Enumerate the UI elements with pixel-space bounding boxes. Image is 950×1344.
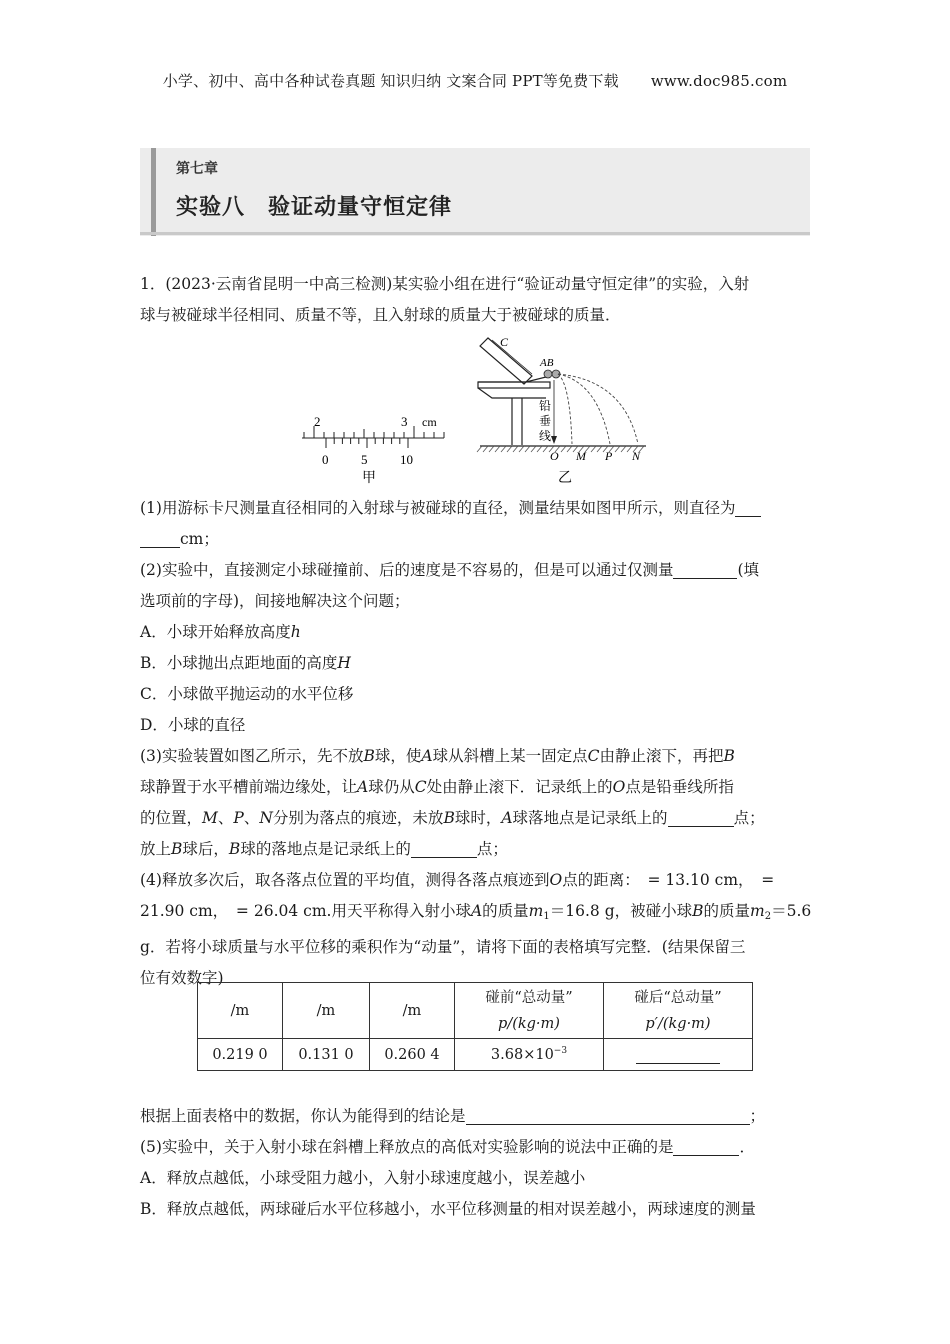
trajectory-n [558,374,638,444]
question-tail [140,1101,812,1225]
point-m: M [576,449,586,463]
q1-line-1: (1)用游标卡尺测量直径相同的入射球与被碰球的直径，测量结果如图甲所示，则直径为 [140,493,812,524]
q4-line-2: 21.90 cm， = 26.04 cm.用天平称得入射小球A的质量$m_1=16.8$ g，被碰小球B的质量$m_2=5.6$ [140,902,812,922]
label-c: C [500,335,509,349]
figure-jia-vernier-caliper [296,404,456,486]
main-scale-label-2: 2 [314,414,321,429]
track-support [478,388,546,398]
section-title: 实验八 验证动量守恒定律 [176,195,453,220]
q3-line-3: 的位置，M、P、N分别为落点的痕迹，未放B球时，A球落地点是记录纸上的 点； [140,809,765,827]
question-body [140,493,812,994]
cell-om: 0.219 0 [198,1039,283,1071]
main-scale-label-3: 3 [401,414,408,429]
q3-line-1: (3)实验装置如图乙所示，先不放B球，使A球从斜槽上某一固定点C由静止滚下，再把B [140,747,735,765]
q2-line-1: (2)实验中，直接测定小球碰撞前、后的速度是不容易的，但是可以通过仅测量 (填 [140,561,760,579]
th-op: /m [283,983,370,1039]
plumb-bob [551,436,557,444]
q2-blank [673,560,737,579]
hatch-mark [531,446,536,452]
q2-option-d: D．小球的直径 [140,716,246,734]
hatch-mark [513,446,518,452]
point-p: P [605,449,613,463]
header-site: www.doc985.com [650,72,788,90]
vernier-scale-ticks [326,438,408,448]
q1-blank-b [140,529,180,548]
hatch-mark [483,446,488,452]
intro-line-2: 球与被碰球半径相同、质量不等，且入射球的质量大于被碰球的质量． [140,306,621,324]
q3-line-2: 球静置于水平槽前端边缘处，让A球仍从C处由静止滚下．记录纸上的O点是铅垂线所指 [140,778,734,796]
th-on: /m [370,983,455,1039]
cell-after-blank [604,1039,753,1071]
hatch-mark [501,446,506,452]
q4-line-1: (4)释放多次后，取各落点位置的平均值，测得各落点痕迹到O点的距离： = 13.10 cm， = [140,871,775,889]
q2-line-2: 选项前的字母)，间接地解决这个问题； [140,592,410,610]
ground-hatching [477,446,644,452]
hatch-mark [525,446,530,452]
cell-on: 0.260 4 [370,1039,455,1071]
trajectory-m [558,374,572,444]
cell-before: $3.68\times 10^{-3}$ [455,1039,604,1071]
q1-blank-a [735,498,761,517]
label-ab: AB [540,357,554,369]
hatch-mark [621,446,626,452]
hatch-mark [519,446,524,452]
q3-blank-2 [411,839,477,858]
hatch-mark [567,446,572,452]
q2-option-b: B．小球抛出点距地面的高度H [140,654,351,672]
hatch-mark [597,446,602,452]
banner-underline [140,232,810,235]
hatch-mark [489,446,494,452]
plumb-text-2: 垂 [539,414,552,428]
q4-line-4: 位有效数字) [140,969,224,987]
question-intro [140,269,812,331]
plumb-text-1: 铅 [539,399,552,413]
header-text: 小学、初中、高中各种试卷真题 知识归纳 文案合同 PPT等免费下载 [162,72,619,90]
figure-yi-caption: 乙 [558,471,572,486]
banner-accent-bar [151,148,156,236]
q1-line-2: cm； [140,524,812,555]
q2-option-c: C．小球做平抛运动的水平位移 [140,685,354,703]
hatch-mark [537,446,542,452]
q4-line-3: g．若将小球质量与水平位移的乘积作为“动量”，请将下面的表格填写完整．(结果保留三 [140,938,746,956]
hatch-mark [543,446,548,452]
q5-blank [673,1137,739,1156]
conclusion-blank [466,1106,750,1125]
chapter-banner [140,148,810,236]
q2-option-a: A．小球开始释放高度h [140,623,301,641]
plumb-text-3: 线 [539,429,552,443]
hatch-mark [591,446,596,452]
figure-yi-apparatus [474,332,658,488]
hatch-mark [615,446,620,452]
trajectory-p [558,374,610,444]
vernier-label-10: 10 [400,452,413,467]
table-header-row [198,983,753,1039]
th-before: 碰前“总动量” p/(kg·m) [455,983,604,1039]
th-after: 碰后“总动量” p′/(kg·m) [604,983,753,1039]
hatch-mark [495,446,500,452]
q5-option-a: A．释放点越低，小球受阻力越小，入射小球速度越小，误差越小 [140,1169,586,1187]
th-om: /m [198,983,283,1039]
chute-lip [478,376,550,382]
chapter-label: 第七章 [176,161,218,177]
figure-jia-caption: 甲 [362,471,376,486]
hatch-mark [507,446,512,452]
hatch-mark [561,446,566,452]
vernier-label-0: 0 [322,452,329,467]
q5-option-b: B．释放点越低，两球碰后水平位移越小，水平位移测量的相对误差越小，两球速度的测量 [140,1200,756,1218]
hatch-mark [477,446,482,452]
point-o: O [550,449,559,463]
page-header [0,70,950,91]
data-table [197,982,753,1071]
vernier-label-5: 5 [361,452,368,467]
main-scale-unit: cm [422,415,437,429]
question-number-source: 1．(2023·云南省昆明一中高三检测) [140,275,393,293]
q3-blank-1 [668,808,734,827]
q3-line-4: 放上B球后，B球的落地点是记录纸上的 点； [140,840,508,858]
cell-op: 0.131 0 [283,1039,370,1071]
intro-line-1: 某实验小组在进行“验证动量守恒定律”的实验，入射 [392,275,750,293]
table-row [198,1039,753,1071]
q5-stem: (5)实验中，关于入射小球在斜槽上释放点的高低对实验影响的说法中正确的是 ． [140,1138,755,1156]
horizontal-track [478,382,550,388]
point-n: N [632,449,641,463]
ball-a [544,370,552,378]
conclusion-line: 根据上面表格中的数据，你认为能得到的结论是 ； [140,1107,766,1125]
